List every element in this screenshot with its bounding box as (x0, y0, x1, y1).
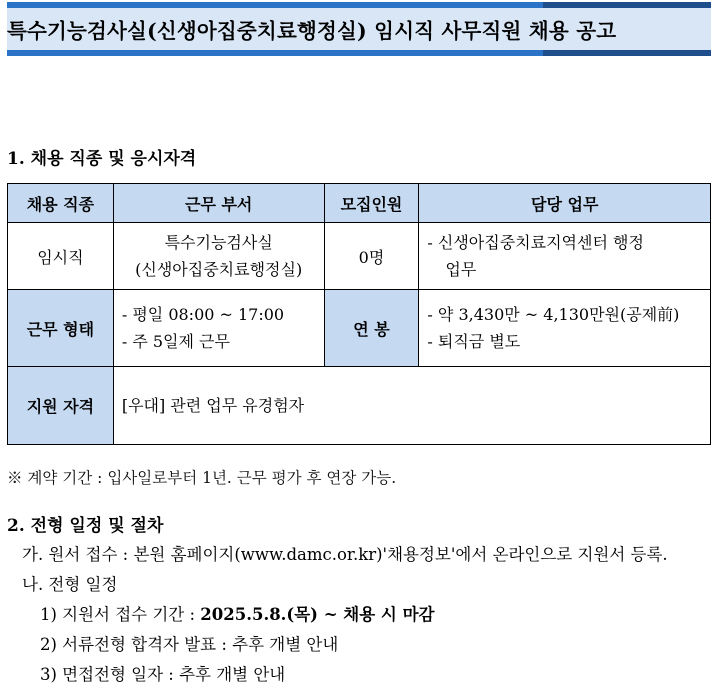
cell-duties (419, 223, 711, 290)
table-row (8, 290, 711, 367)
table-row (8, 223, 711, 290)
header-headcount: 모집인원 (324, 184, 419, 223)
cell-job-type: 임시직 (8, 223, 114, 290)
title-banner (7, 2, 711, 50)
table-row (8, 367, 711, 445)
work-form-line2: - 주 5일제 근무 (121, 332, 230, 351)
header-job-type: 채용 직종 (8, 184, 114, 223)
label-salary: 연 봉 (324, 290, 419, 367)
recruitment-table (7, 183, 711, 445)
label-qualification: 지원 자격 (8, 367, 114, 445)
application-method: 가. 원서 접수 : 본원 홈페이지(www.damc.or.kr)'채용정보'에서 온라인으로 지원서 등록. (22, 545, 668, 564)
department-line1: 특수기능검사실 (164, 233, 273, 252)
salary-line1: - 약 3,430만 ~ 4,130만원(공제前) (427, 305, 680, 324)
schedule-item (40, 601, 434, 625)
section2-heading: 2. 전형 일정 및 절차 (7, 516, 164, 536)
header-department: 근무 부서 (113, 184, 324, 223)
schedule-item-value: 2025.5.8.(목) ~ 채용 시 마감 (200, 605, 435, 624)
page-title: 특수기능검사실(신생아집중치료행정실) 임시직 사무직원 채용 공고 (7, 19, 617, 43)
title-underline (7, 50, 711, 56)
cell-salary (419, 290, 711, 367)
duties-line1: - 신생아집중치료지역센터 행정 (427, 233, 644, 252)
salary-line2: - 퇴직금 별도 (427, 332, 521, 351)
title-underline-corner (543, 50, 711, 56)
schedule-item-prefix: 3) 면접전형 일자 : 추후 개별 안내 (40, 665, 286, 684)
duties-line2: 업무 (445, 260, 477, 279)
label-work-form: 근무 형태 (8, 290, 114, 367)
table-header-row (8, 184, 711, 223)
schedule-item-prefix: 1) 지원서 접수 기간 : (40, 605, 201, 624)
schedule-item-prefix: 2) 서류전형 합격자 발표 : 추후 개별 안내 (40, 635, 339, 654)
schedule-item (40, 631, 338, 655)
title-accent-corner (543, 2, 711, 8)
department-line2: (신생아집중치료행정실) (135, 260, 303, 279)
work-form-line1: - 평일 08:00 ~ 17:00 (121, 305, 285, 324)
contract-note: ※ 계약 기간 : 입사일로부터 1년. 근무 평가 후 연장 가능. (7, 469, 397, 487)
cell-qualification: [우대] 관련 업무 유경험자 (113, 367, 710, 445)
section1-heading: 1. 채용 직종 및 응시자격 (7, 149, 197, 169)
header-duties: 담당 업무 (419, 184, 711, 223)
schedule-heading: 나. 전형 일정 (22, 575, 118, 594)
cell-headcount: 0명 (324, 223, 419, 290)
cell-work-form (113, 290, 324, 367)
schedule-item (40, 661, 285, 685)
cell-department (113, 223, 324, 290)
